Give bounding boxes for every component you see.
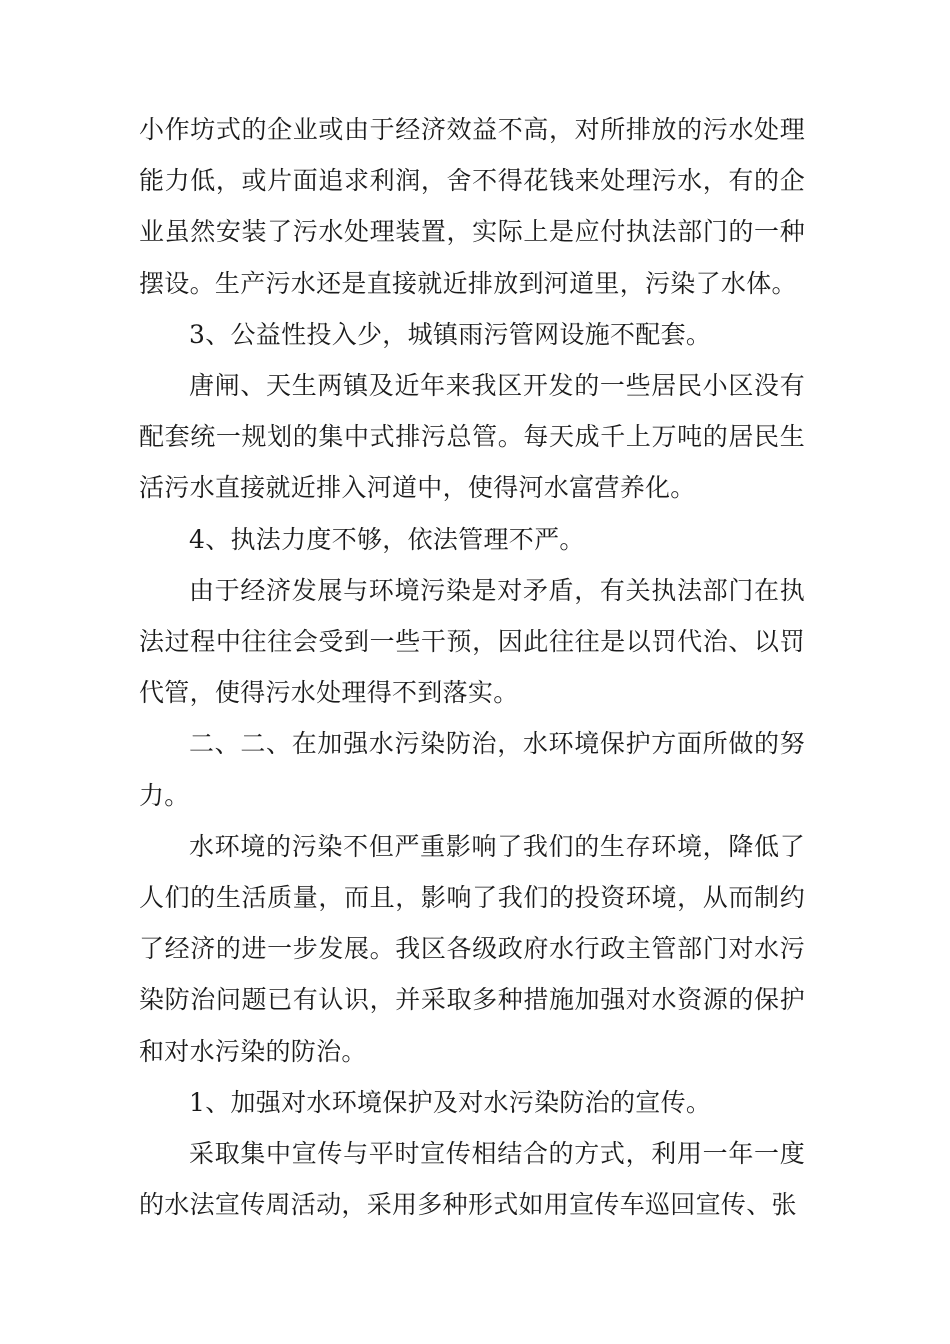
paragraph-6-heading: 二、二、在加强水污染防治，水环境保护方面所做的努力。	[139, 729, 805, 810]
paragraph-9: 采取集中宣传与平时宣传相结合的方式，利用一年一度的水法宣传周活动，采用多种形式如用宣传车巡回宣传、张	[139, 1139, 805, 1220]
paragraph-3: 唐闸、天生两镇及近年来我区开发的一些居民小区没有配套统一规划的集中式排污总管。每天成千上万吨的居民生活污水直接就近排入河道中，使得河水富营养化。	[139, 371, 805, 503]
paragraph-1: 小作坊式的企业或由于经济效益不高，对所排放的污水处理能力低，或片面追求利润，舍不得花钱来处理污水，有的企业虽然安装了污水处理装置，实际上是应付执法部门的一种摆设。生产污水还是直接就近排放到河道里，污染了水体。	[139, 115, 805, 298]
paragraph-2-heading: 3、公益性投入少，城镇雨污管网设施不配套。	[189, 319, 712, 349]
document-body	[139, 104, 805, 1230]
paragraph-8-heading: 1、加强对水环境保护及对水污染防治的宣传。	[189, 1087, 712, 1117]
paragraph-5: 由于经济发展与环境污染是对矛盾，有关执法部门在执法过程中往往会受到一些干预，因此往往是以罚代治、以罚代管，使得污水处理得不到落实。	[139, 575, 805, 708]
paragraph-7: 水环境的污染不但严重影响了我们的生存环境，降低了人们的生活质量，而且，影响了我们的投资环境，从而制约了经济的进一步发展。我区各级政府水行政主管部门对水污染防治问题已有认识，并采取多种措施加强对水资源的保护和对水污染的防治。	[139, 831, 805, 1066]
paragraph-4-heading: 4、执法力度不够，依法管理不严。	[189, 524, 585, 554]
